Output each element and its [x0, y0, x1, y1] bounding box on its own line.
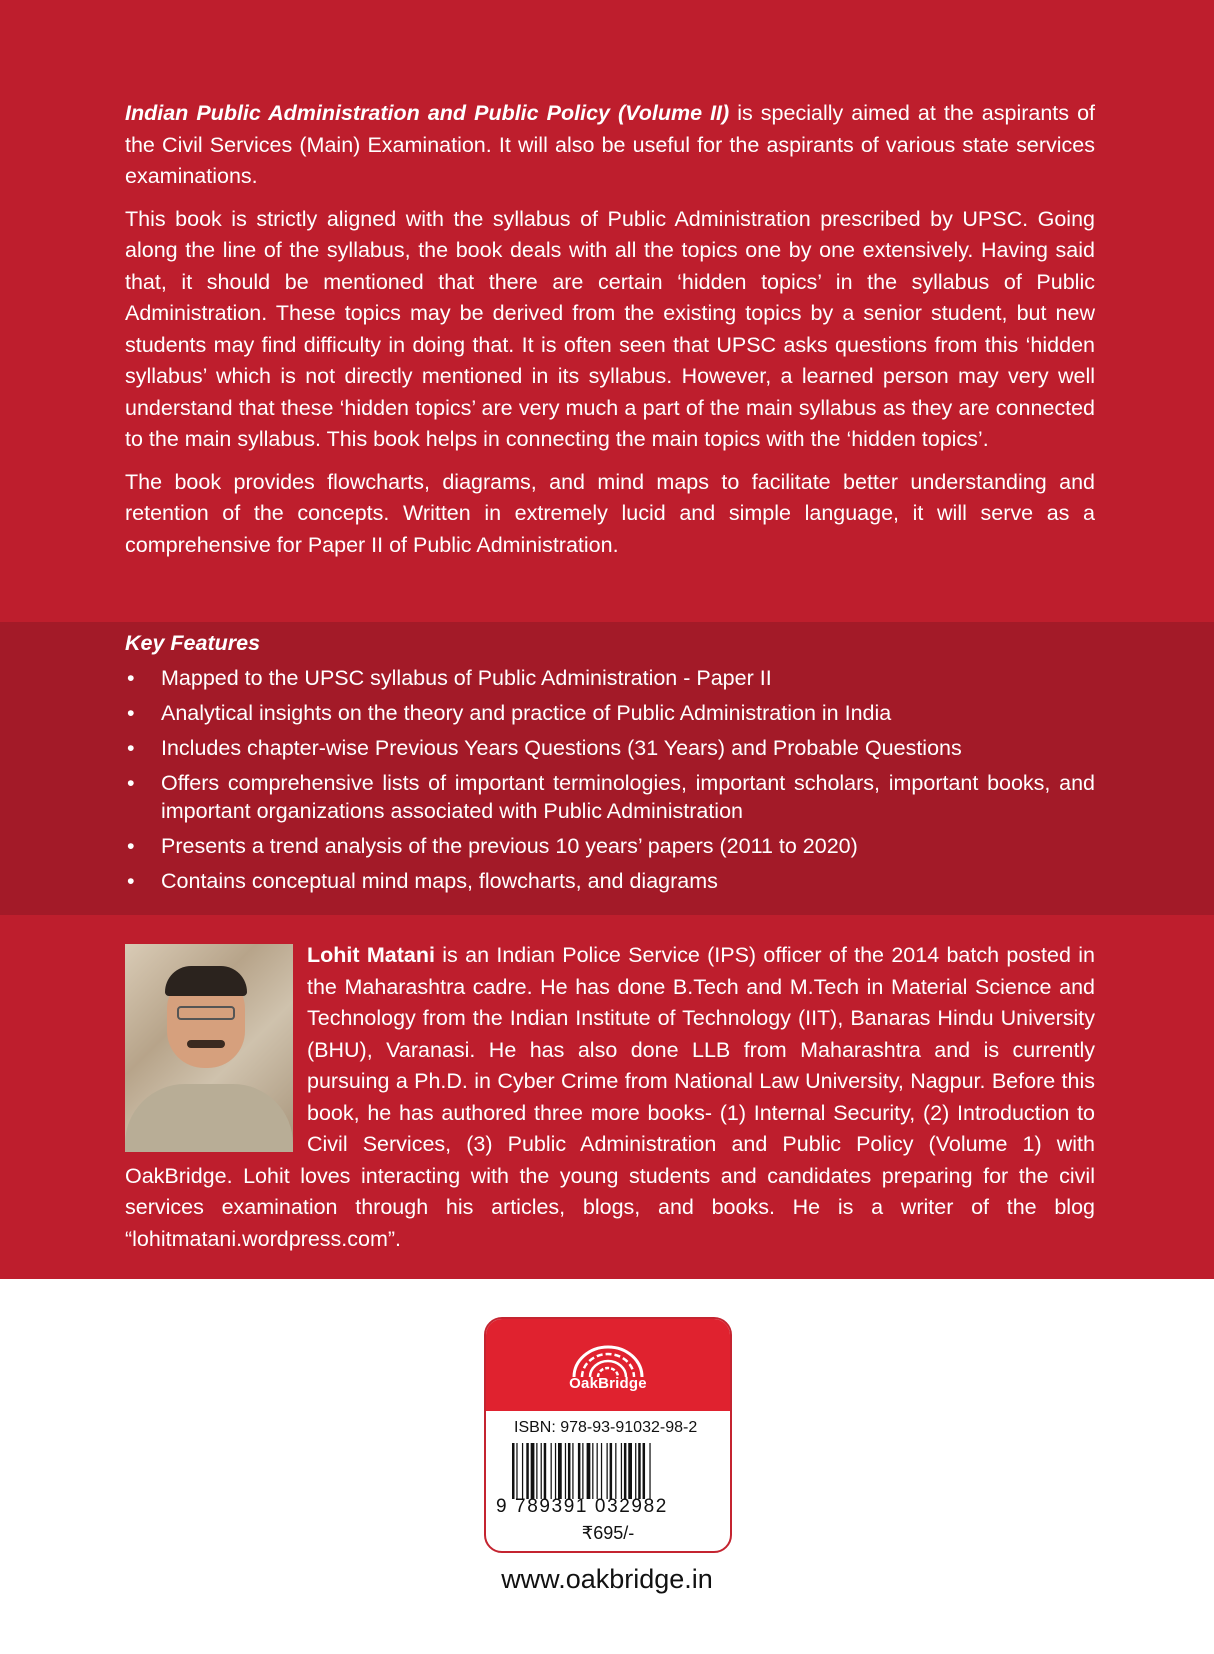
bullet-icon: • [127, 833, 135, 858]
barcode-digits: 9 789391 032982 [496, 1496, 668, 1517]
bullet-icon: • [127, 665, 135, 690]
bullet-icon: • [127, 700, 135, 725]
barcode-icon [512, 1443, 712, 1499]
key-features-section [125, 628, 1095, 902]
author-section [125, 940, 1095, 1255]
bullet-icon: • [127, 868, 135, 893]
intro-paragraph-1 [125, 98, 1095, 193]
bullet-icon: • [127, 770, 135, 795]
author-bio-text: is an Indian Police Service (IPS) officer of the 2014 batch posted in the Maharashtra cadre. He has done B.Tech and M.Tech in Material Science and Technology from the Indian Institute of Technology (IIT), Banaras Hindu University (BHU), Varanasi. He has also done LLB from Maharashtra and is currently pursuing a Ph.D. in Cyber Crime from National Law University, Nagpur. Before this book, he has authored three more books- (1) Internal Security, (2) Introduction to Civil Services, (3) Public Administration and Public Policy (Volume 1) with OakBridge. Lohit loves interacting with the young students and candidates preparing for the civil services examination through his articles, blogs, and books. He is a writer of the blog “lohitmatani.wordpress.com”. [125, 943, 1095, 1251]
book-title: Indian Public Administration and Public Policy (Volume II) [125, 101, 730, 125]
intro-paragraph-2: This book is strictly aligned with the syllabus of Public Administration prescribed by UPSC. Going along the line of the syllabus, the book deals with all the topics one by one extensively. Having said that, it should be mentioned that there are certain ‘hidden topics’ in the syllabus of Public Administration. These topics may be derived from the existing topics by a senior student, but new students may find difficulty in doing that. It is often seen that UPSC asks questions from this ‘hidden syllabus’ which is not directly mentioned in its syllabus. However, a learned person may very well understand that these ‘hidden topics’ are very much a part of the main syllabus as they are connected to the main syllabus. This book helps in connecting the main topics with the ‘hidden topics’. [125, 206, 1095, 451]
isbn-number: ISBN: 978-93-91032-98-2 [514, 1419, 698, 1436]
feature-item-text: Presents a trend analysis of the previous 10 years’ papers (2011 to 2020) [161, 833, 858, 858]
feature-item-text: Analytical insights on the theory and practice of Public Administration in India [161, 700, 892, 725]
feature-item [125, 769, 1095, 825]
feature-item [125, 664, 1095, 692]
intro-paragraph-1-text: is specially aimed at the aspirants of the Civil Services (Main) Examination. It will also be useful for the aspirants of various state services examinations. [125, 101, 1095, 188]
feature-item-text: Offers comprehensive lists of important terminologies, important scholars, important books, and important organizations associated with Public Administration [161, 770, 1095, 823]
feature-item-text: Mapped to the UPSC syllabus of Public Administration - Paper II [161, 665, 772, 690]
intro-paragraph-3: The book provides flowcharts, diagrams, and mind maps to facilitate better understanding and retention of the concepts. Written in extremely lucid and simple language, it will serve as a comprehensive for Paper II of Public Administration. [125, 469, 1095, 557]
publisher-logo-panel [486, 1319, 730, 1411]
feature-item [125, 734, 1095, 762]
intro-section [125, 98, 1095, 561]
feature-item [125, 699, 1095, 727]
feature-item-text: Contains conceptual mind maps, flowcharts, and diagrams [161, 868, 718, 893]
tree-rings-icon [568, 1341, 648, 1379]
feature-item-text: Includes chapter-wise Previous Years Questions (31 Years) and Probable Questions [161, 735, 962, 760]
feature-item [125, 832, 1095, 860]
publisher-website: www.oakbridge.in [501, 1564, 713, 1594]
key-features-heading: Key Features [125, 631, 261, 655]
feature-item [125, 867, 1095, 895]
bullet-icon: • [127, 735, 135, 760]
price: ₹695/- [581, 1523, 635, 1543]
isbn-card [484, 1317, 732, 1553]
author-name: Lohit Matani [307, 943, 435, 967]
author-photo [125, 944, 293, 1152]
publisher-logo-text: OakBridge [569, 1375, 647, 1392]
key-features-list [125, 664, 1095, 895]
